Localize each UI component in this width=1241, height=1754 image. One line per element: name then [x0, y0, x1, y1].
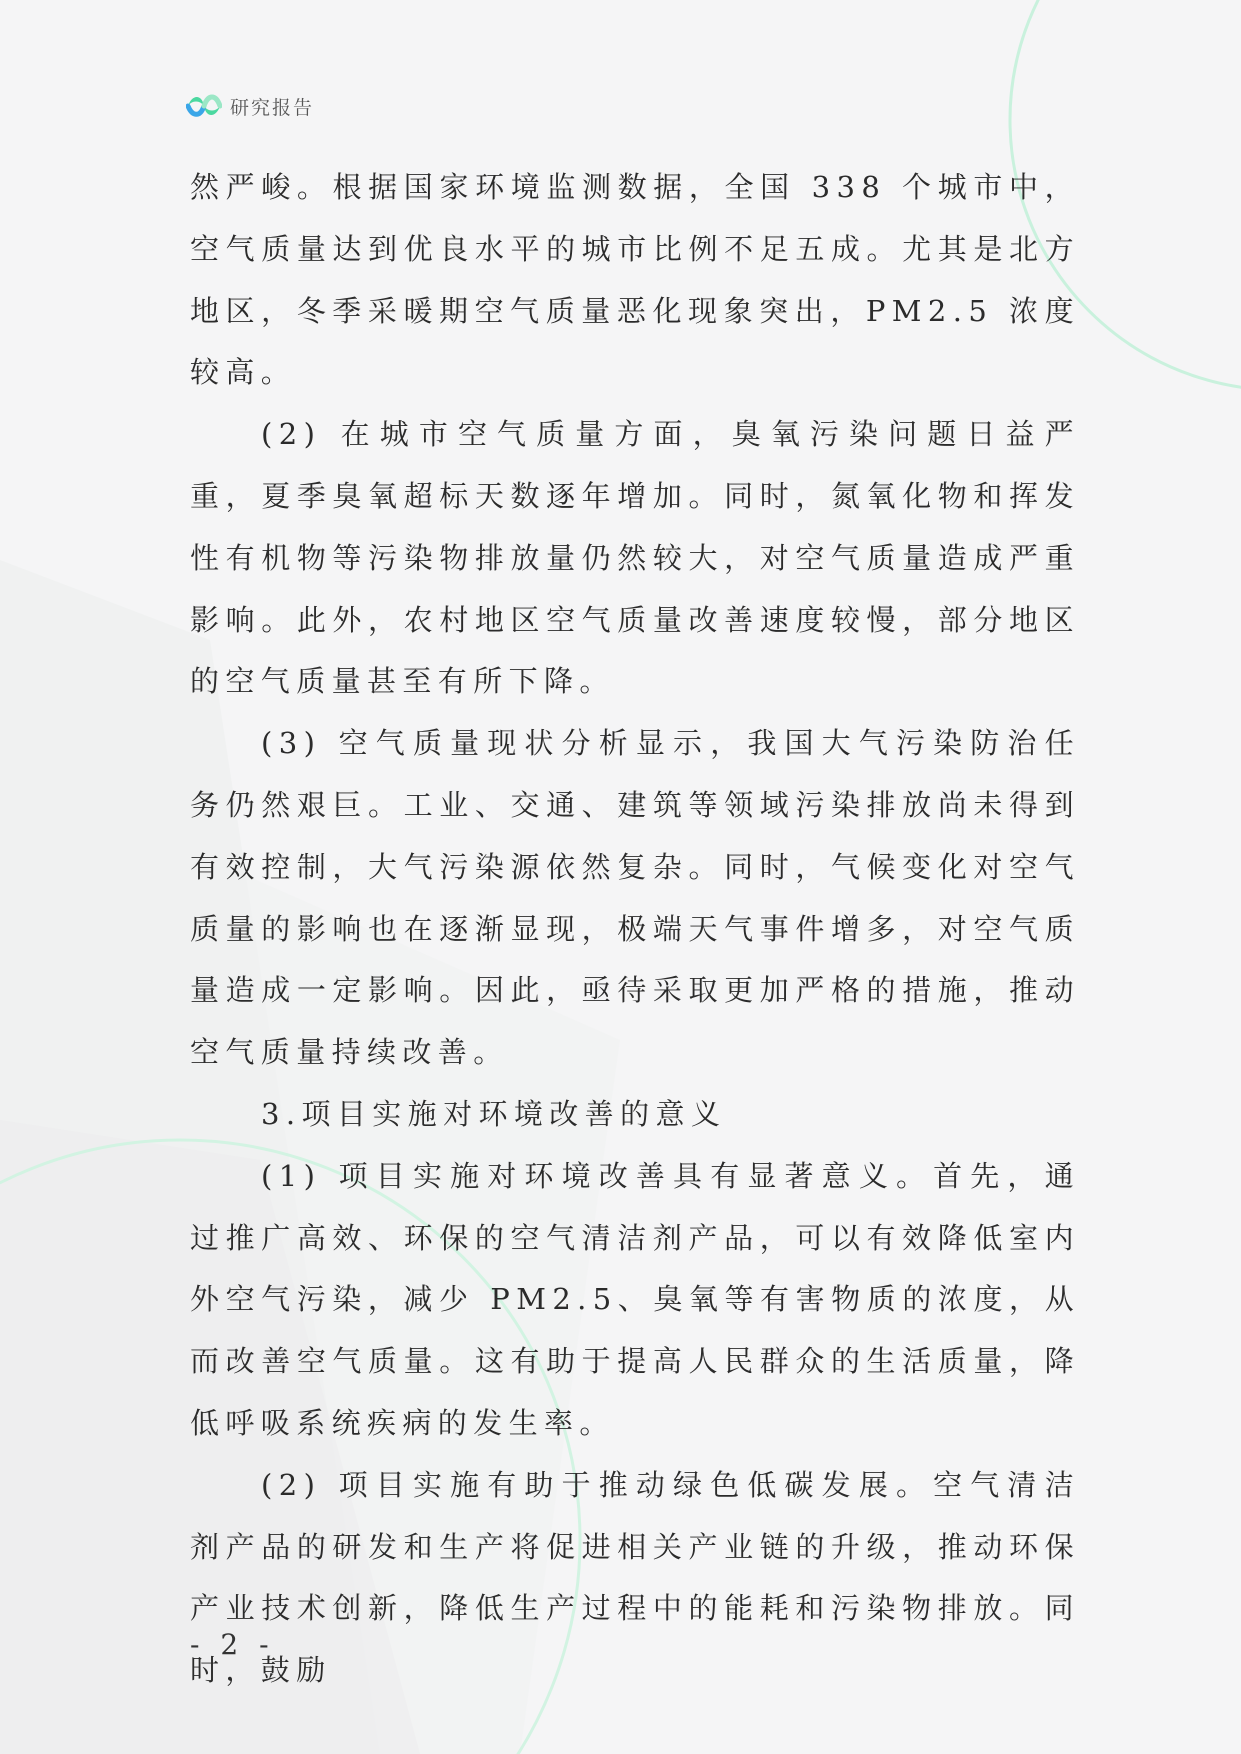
section-heading: 3.项目实施对环境改善的意义	[261, 1096, 727, 1131]
paragraph-item-3-analysis: (3) 空气质量现状分析显示，我国大气污染防治任务仍然艰巨。工业、交通、建筑等领域污染排放尚未得到有效控制，大气污染源依然复杂。同时，气候变化对空气质量的影响也在逐渐显现，极端天气事件增多，对空气质量造成一定影响。因此，亟待采取更加严格的措施，推动空气质量持续改善。	[190, 726, 1080, 1070]
report-header	[186, 88, 314, 124]
paragraph-item-2-city-air: (2) 在城市空气质量方面，臭氧污染问题日益严重，夏季臭氧超标天数逐年增加。同时，氮氧化物和挥发性有机物等污染物排放量仍然较大，对空气质量造成严重影响。此外，农村地区空气质量改善速度较慢，部分地区的空气质量甚至有所下降。	[190, 417, 1080, 699]
paragraph-item-2-green-development: (2) 项目实施有助于推动绿色低碳发展。空气清洁剂产品的研发和生产将促进相关产业链的升级，推动环保产业技术创新，降低生产过程中的能耗和污染物排放。同时，鼓励	[190, 1467, 1080, 1688]
paragraph-continuation: 然严峻。根据国家环境监测数据，全国 338 个城市中，空气质量达到优良水平的城市比例不足五成。尤其是北方地区，冬季采暖期空气质量恶化现象突出，PM2.5 浓度较高。	[190, 170, 1080, 390]
page-number: - 2 -	[190, 1628, 275, 1661]
paragraph-item-1-significance: (1) 项目实施对环境改善具有显著意义。首先，通过推广高效、环保的空气清洁剂产品，可以有效降低室内外空气污染，减少 PM2.5、臭氧等有害物质的浓度，从而改善空气质量。这有助于提高人民群众的生活质量，降低呼吸系统疾病的发生率。	[190, 1158, 1080, 1440]
header-title: 研究报告	[230, 96, 315, 119]
document-body	[190, 157, 1080, 1702]
leaf-logo-icon	[186, 90, 222, 122]
